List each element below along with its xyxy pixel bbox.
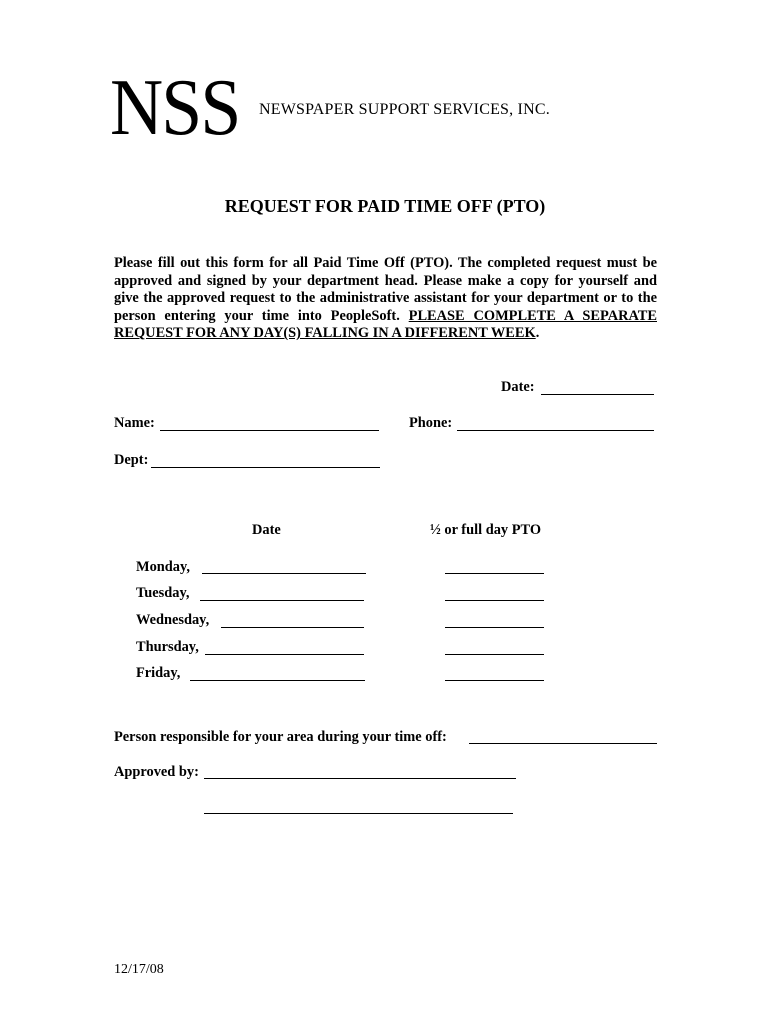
day-label-wednesday: Wednesday, [136, 612, 210, 628]
intro-paragraph [114, 255, 657, 343]
approved-by-label: Approved by: [114, 764, 199, 780]
wednesday-date-field[interactable] [221, 627, 364, 628]
name-field[interactable] [160, 430, 379, 431]
responsible-person-label: Person responsible for your area during your time off: [114, 729, 447, 745]
column-date-header: Date [252, 522, 281, 538]
intro-end: . [535, 325, 540, 342]
thursday-pto-field[interactable] [445, 654, 544, 655]
tuesday-pto-field[interactable] [445, 600, 544, 601]
dept-field[interactable] [151, 467, 380, 468]
wednesday-pto-field[interactable] [445, 627, 544, 628]
monday-pto-field[interactable] [445, 573, 544, 574]
thursday-date-field[interactable] [205, 654, 364, 655]
tuesday-date-field[interactable] [200, 600, 364, 601]
name-label: Name: [114, 415, 155, 431]
day-label-tuesday: Tuesday, [136, 585, 190, 601]
revision-date: 12/17/08 [114, 962, 164, 977]
intro-emphasis: PLEASE COMPLETE A SEPARATE REQUEST FOR ANY DAY(S) FALLING IN A DIFFERENT WEEK [114, 307, 657, 342]
approver-signature-line[interactable] [204, 813, 513, 814]
date-field[interactable] [541, 394, 654, 395]
phone-field[interactable] [457, 430, 654, 431]
day-label-thursday: Thursday, [136, 639, 199, 655]
nss-logo: NSS [110, 64, 240, 152]
friday-date-field[interactable] [190, 680, 365, 681]
responsible-person-field[interactable] [469, 743, 657, 744]
monday-date-field[interactable] [202, 573, 366, 574]
date-label: Date: [501, 379, 535, 395]
day-label-monday: Monday, [136, 559, 190, 575]
day-label-friday: Friday, [136, 665, 181, 681]
phone-label: Phone: [409, 415, 453, 431]
intro-text: Please fill out this form for all Paid Time Off (PTO). The completed request must be approved and signed by your department head. Please make a copy for yourself and give the approved request to the administrative assistant for your department or to the person entering your time into PeopleSoft. [114, 255, 657, 324]
dept-label: Dept: [114, 452, 149, 468]
column-pto-header: ½ or full day PTO [430, 522, 542, 538]
form-title: REQUEST FOR PAID TIME OFF (PTO) [224, 196, 546, 216]
friday-pto-field[interactable] [445, 680, 544, 681]
company-name: NEWSPAPER SUPPORT SERVICES, INC. [259, 101, 550, 118]
approved-by-field[interactable] [204, 778, 516, 779]
